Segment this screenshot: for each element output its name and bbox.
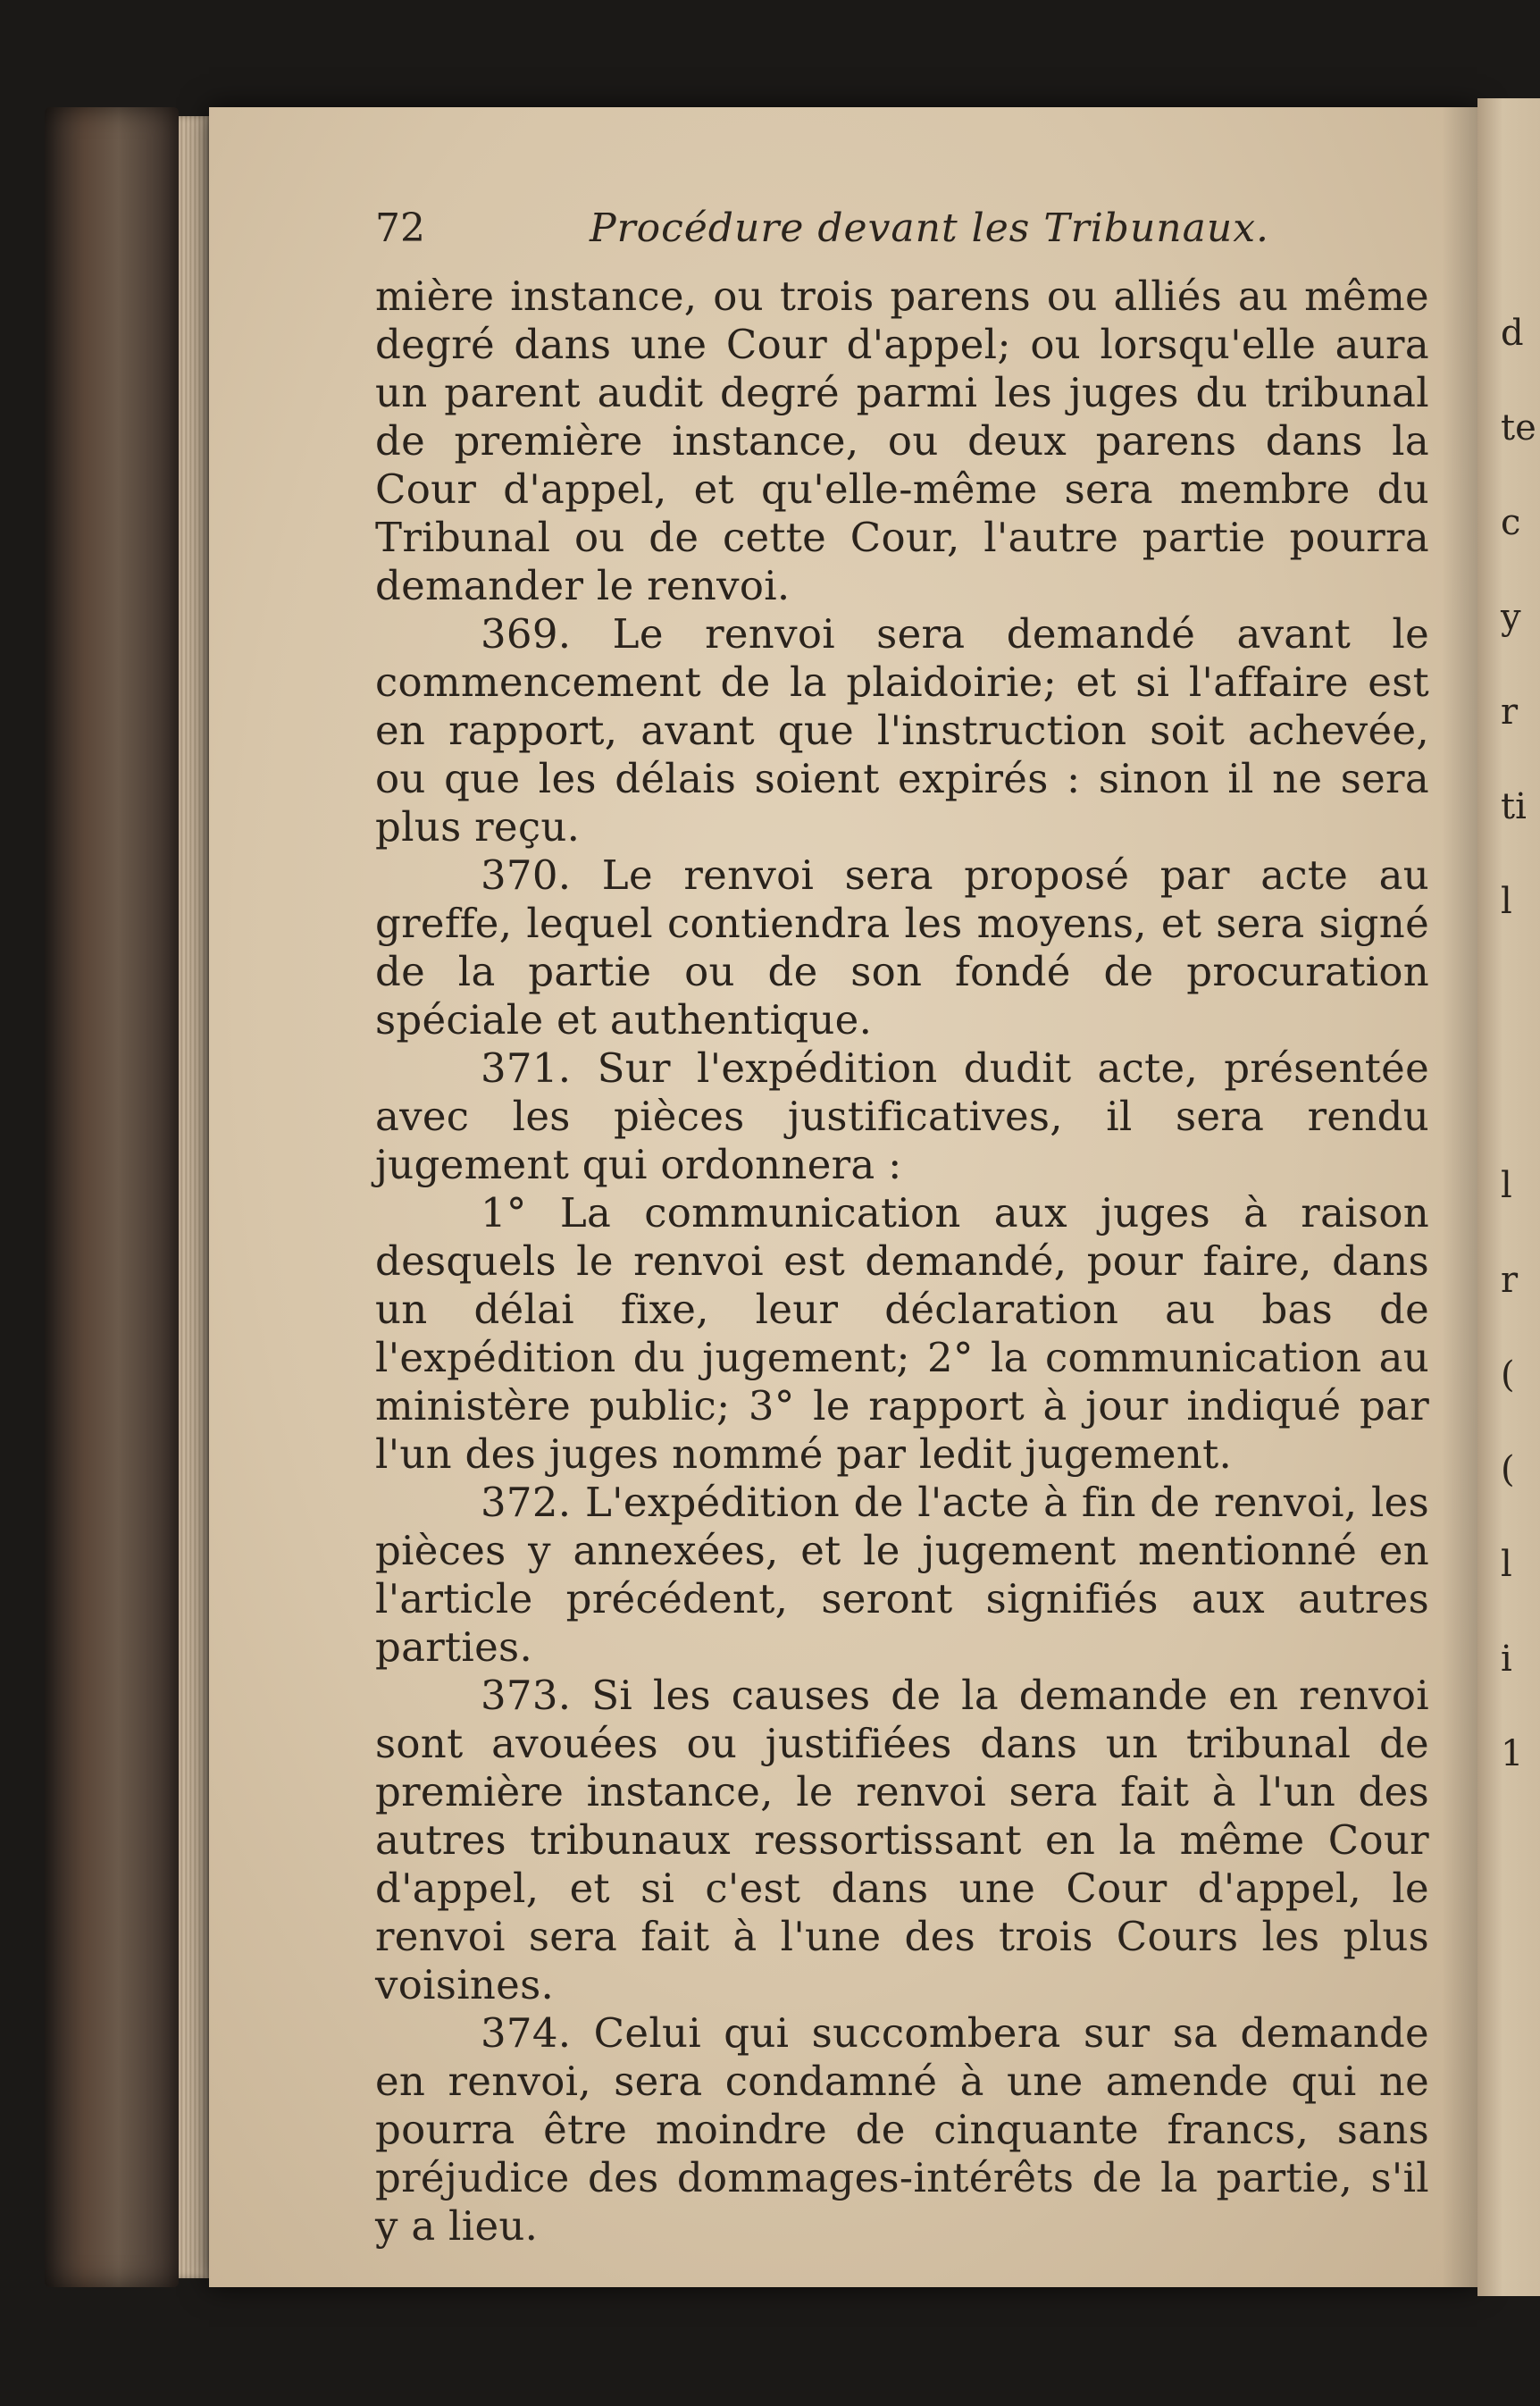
facing-fragment: l	[1501, 1544, 1512, 1585]
facing-page-text	[1477, 286, 1540, 1801]
facing-page-edge	[1477, 98, 1540, 2296]
facing-fragment: l	[1501, 1165, 1512, 1206]
article-372: 372. L'expédition de l'acte à fin de renvoi, les pièces y annexées, et le jugement mentionné en l'article précédent, seront signifiés aux autres parties.	[375, 1479, 1429, 1671]
book-spine-edge	[45, 107, 179, 2287]
facing-fragment: d	[1501, 313, 1524, 354]
facing-fragment: l	[1501, 881, 1512, 922]
facing-fragment: r	[1501, 692, 1519, 733]
paragraph-continuation: mière instance, ou trois parens ou alliés au même degré dans une Cour d'appel; ou lorsqu'elle aura un parent audit degré parmi les juges du tribunal de première instance, ou deux parens dans la Cour d'appel, et qu'elle-même sera membre du Tribunal ou de cette Cour, l'autre partie pourra demander le renvoi.	[375, 272, 1429, 609]
page-header	[375, 197, 1447, 268]
page-number: 72	[375, 205, 425, 251]
facing-fragment: (	[1501, 1354, 1515, 1396]
facing-fragment: r	[1501, 1260, 1519, 1301]
running-title: Procédure devant les Tribunaux.	[590, 205, 1270, 251]
page-stack-edge	[179, 116, 209, 2278]
facing-fragment: te	[1501, 407, 1536, 449]
gutter-shadow	[1442, 107, 1477, 2287]
facing-fragment: i	[1501, 1639, 1512, 1680]
facing-fragment: (	[1501, 1449, 1515, 1490]
facing-fragment: ti	[1501, 786, 1527, 827]
article-371: 371. Sur l'expédition dudit acte, présentée avec les pièces justificatives, il sera rendu jugement qui ordonnera :	[375, 1044, 1429, 1188]
facing-fragment	[1501, 949, 1540, 1044]
page-body	[375, 272, 1429, 2251]
facing-fragment: c	[1501, 502, 1521, 543]
article-373: 373. Si les causes de la demande en renvoi sont avouées ou justifiées dans un tribunal de première instance, le renvoi sera fait à l'un des autres tribunaux ressortissant en la même Cour d'appel, et si c'est dans une Cour d'appel, le renvoi sera fait à l'une des trois Cours les plus voisines.	[375, 1672, 1429, 2008]
article-370: 370. Le renvoi sera proposé par acte au greffe, lequel contiendra les moyens, et sera signé de la partie ou de son fondé de procuration spéciale et authentique.	[375, 851, 1429, 1044]
article-374: 374. Celui qui succombera sur sa demande en renvoi, sera condamné à une amende qui ne pourra être moindre de cinquante francs, sans préjudice des dommages-intérêts de la partie, s'il y a lieu.	[375, 2009, 1429, 2250]
facing-fragment: y	[1501, 597, 1521, 638]
book-page	[209, 107, 1477, 2287]
facing-fragment	[1501, 1044, 1540, 1138]
article-369: 369. Le renvoi sera demandé avant le commencement de la plaidoirie; et si l'affaire est en rapport, avant que l'instruction soit achevée, ou que les délais soient expirés : sinon il ne sera plus reçu.	[375, 610, 1429, 851]
facing-fragment: 1	[1501, 1733, 1524, 1774]
article-371-list: 1° La communication aux juges à raison desquels le renvoi est demandé, pour faire, dans un délai fixe, leur déclaration au bas de l'expédition du jugement; 2° la communication au ministère public; 3° le rapport à jour indiqué par l'un des juges nommé par ledit jugement.	[375, 1189, 1429, 1478]
